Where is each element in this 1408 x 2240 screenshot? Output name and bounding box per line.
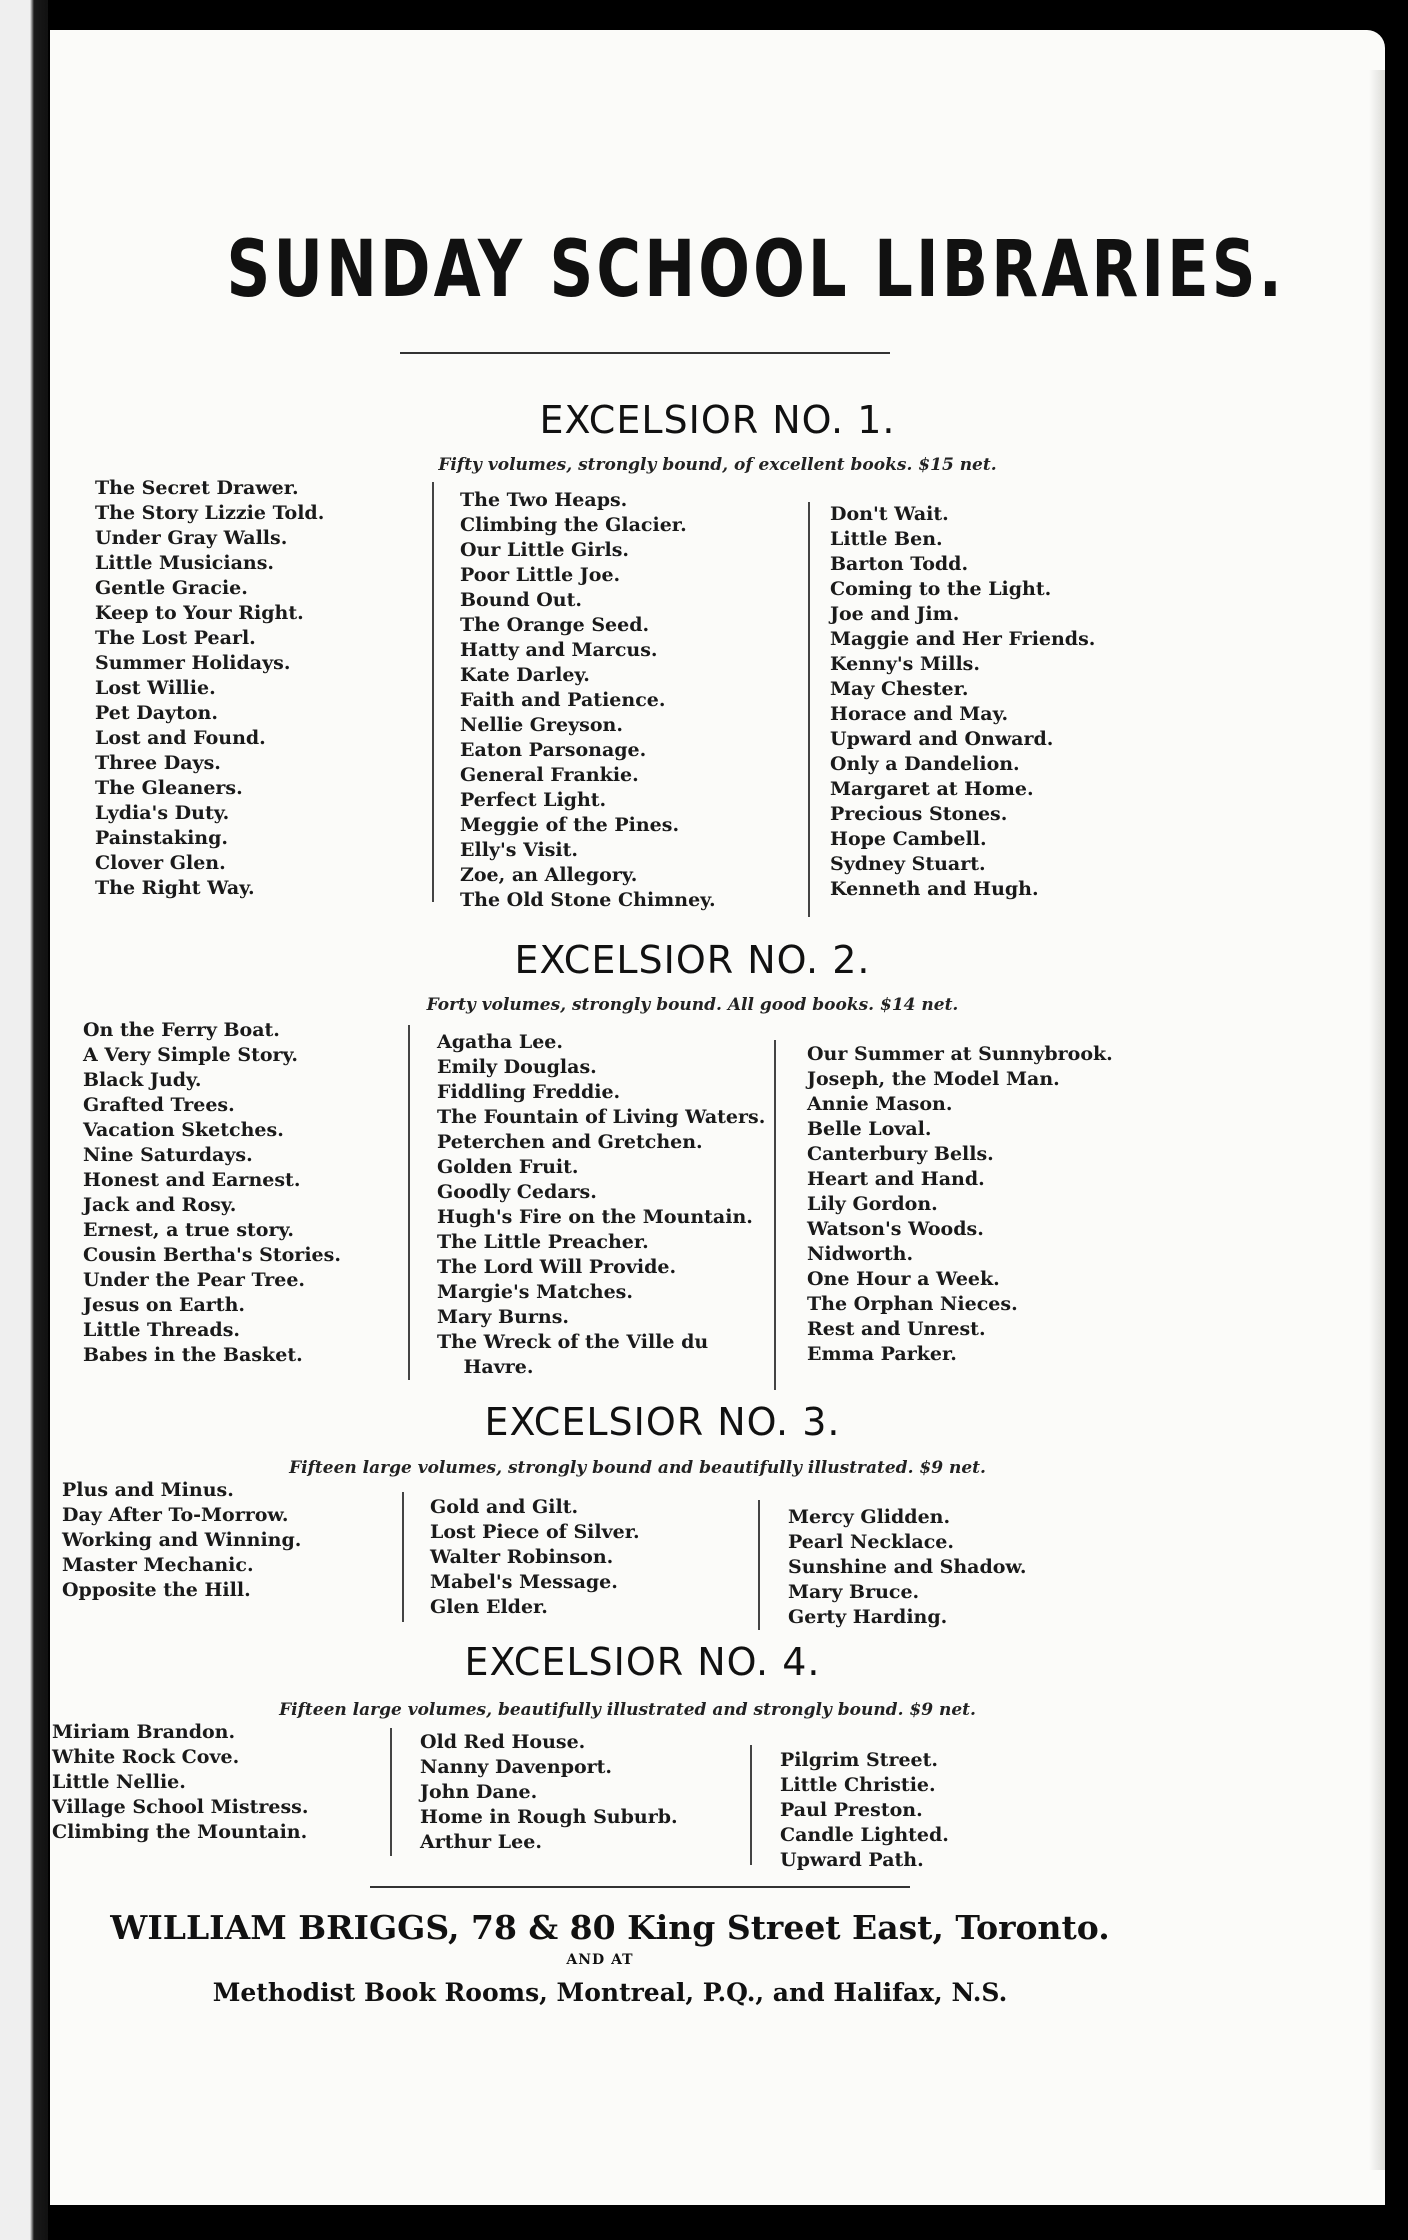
book-title: On the Ferry Boat. xyxy=(83,1019,280,1041)
book-title: One Hour a Week. xyxy=(807,1268,1000,1290)
book-column xyxy=(807,1042,1113,1367)
book-title: Heart and Hand. xyxy=(807,1168,985,1190)
book-column xyxy=(830,502,1095,902)
book-title: Babes in the Basket. xyxy=(83,1344,303,1366)
book-title: Emma Parker. xyxy=(807,1343,957,1365)
book-title: The Lord Will Provide. xyxy=(437,1256,677,1278)
book-title: Nanny Davenport. xyxy=(420,1756,613,1778)
book-title: Lost Piece of Silver. xyxy=(430,1521,640,1543)
book-title: Sydney Stuart. xyxy=(830,853,986,875)
book-title: Opposite the Hill. xyxy=(62,1579,251,1601)
book-title: Pearl Necklace. xyxy=(788,1531,955,1553)
book-title: Goodly Cedars. xyxy=(437,1181,597,1203)
book-title: Mabel's Message. xyxy=(430,1571,618,1593)
book-title: Under Gray Walls. xyxy=(95,527,288,549)
book-column xyxy=(430,1495,640,1620)
book-title: Lydia's Duty. xyxy=(95,802,230,824)
book-title: The Wreck of the Ville du xyxy=(437,1331,709,1353)
book-title: Hugh's Fire on the Mountain. xyxy=(437,1206,753,1228)
book-title: Plus and Minus. xyxy=(62,1479,234,1501)
book-title: Gentle Gracie. xyxy=(95,577,248,599)
book-title: Little Christie. xyxy=(780,1774,936,1796)
book-title: Gerty Harding. xyxy=(788,1606,948,1628)
book-title: Vacation Sketches. xyxy=(83,1119,284,1141)
book-title: Glen Elder. xyxy=(430,1596,548,1618)
book-title: Don't Wait. xyxy=(830,503,949,525)
book-title: The Lost Pearl. xyxy=(95,627,256,649)
book-title: Eaton Parsonage. xyxy=(460,739,647,761)
and-at-line: AND AT xyxy=(566,1952,634,1968)
book-title: Fiddling Freddie. xyxy=(437,1081,621,1103)
book-title: Summer Holidays. xyxy=(95,652,291,674)
book-title: Zoe, an Allegory. xyxy=(460,864,638,886)
book-title: Maggie and Her Friends. xyxy=(830,628,1096,650)
book-title: Lily Gordon. xyxy=(807,1193,938,1215)
book-title: Pilgrim Street. xyxy=(780,1749,939,1771)
book-title: Agatha Lee. xyxy=(437,1031,564,1053)
section-heading: EXCELSIOR NO. 1. xyxy=(539,398,896,442)
book-title: Pet Dayton. xyxy=(95,702,218,724)
book-title: Elly's Visit. xyxy=(460,839,579,861)
divider xyxy=(400,352,890,354)
book-title: Canterbury Bells. xyxy=(807,1143,994,1165)
book-column xyxy=(780,1748,949,1873)
book-title: Peterchen and Gretchen. xyxy=(437,1131,703,1153)
book-title: Paul Preston. xyxy=(780,1799,923,1821)
book-title: Faith and Patience. xyxy=(460,689,666,711)
book-title: Our Little Girls. xyxy=(460,539,630,561)
book-title: The Fountain of Living Waters. xyxy=(437,1106,766,1128)
section-heading: EXCELSIOR NO. 4. xyxy=(464,1640,821,1684)
book-title: Poor Little Joe. xyxy=(460,564,621,586)
book-title: Little Threads. xyxy=(83,1319,241,1341)
book-title: Joseph, the Model Man. xyxy=(807,1068,1060,1090)
column-divider xyxy=(390,1728,392,1856)
book-title: Home in Rough Suburb. xyxy=(420,1806,678,1828)
page xyxy=(50,30,1385,2205)
book-title: The Gleaners. xyxy=(95,777,243,799)
book-title: Hatty and Marcus. xyxy=(460,639,658,661)
book-title: Jack and Rosy. xyxy=(83,1194,237,1216)
book-title: Kenny's Mills. xyxy=(830,653,980,675)
book-title: Margie's Matches. xyxy=(437,1281,633,1303)
section-heading: EXCELSIOR NO. 3. xyxy=(484,1400,841,1444)
book-title: Old Red House. xyxy=(420,1731,586,1753)
book-title: Havre. xyxy=(437,1356,534,1378)
book-title: Climbing the Glacier. xyxy=(460,514,687,536)
book-title: Annie Mason. xyxy=(807,1093,953,1115)
book-title: Nine Saturdays. xyxy=(83,1144,253,1166)
column-divider xyxy=(432,482,434,902)
section-subtitle: Fifteen large volumes, strongly bound and beautifully illustrated. $9 net. xyxy=(289,1458,986,1478)
book-title: Upward and Onward. xyxy=(830,728,1054,750)
book-title: Grafted Trees. xyxy=(83,1094,235,1116)
book-title: The Two Heaps. xyxy=(460,489,628,511)
book-column xyxy=(437,1030,765,1380)
book-title: Perfect Light. xyxy=(460,789,607,811)
divider xyxy=(370,1886,910,1888)
publisher-line: WILLIAM BRIGGS, 78 & 80 King Street East, Toronto. xyxy=(110,1908,1110,1947)
book-title: Master Mechanic. xyxy=(62,1554,254,1576)
book-column xyxy=(460,488,716,913)
book-title: Lost Willie. xyxy=(95,677,216,699)
column-divider xyxy=(402,1492,404,1622)
book-title: Keep to Your Right. xyxy=(95,602,304,624)
book-title: Jesus on Earth. xyxy=(83,1294,246,1316)
book-title: A Very Simple Story. xyxy=(83,1044,299,1066)
book-column xyxy=(420,1730,678,1855)
book-title: Walter Robinson. xyxy=(430,1546,614,1568)
book-title: Working and Winning. xyxy=(62,1529,302,1551)
book-title: Golden Fruit. xyxy=(437,1156,579,1178)
book-title: The Old Stone Chimney. xyxy=(460,889,716,911)
book-title: Nellie Greyson. xyxy=(460,714,623,736)
book-title: Little Nellie. xyxy=(52,1771,186,1793)
book-title: Meggie of the Pines. xyxy=(460,814,680,836)
book-title: John Dane. xyxy=(420,1781,538,1803)
section-subtitle: Fifty volumes, strongly bound, of excellent books. $15 net. xyxy=(438,455,997,475)
book-title: Mary Bruce. xyxy=(788,1581,920,1603)
book-title: Climbing the Mountain. xyxy=(52,1821,308,1843)
column-divider xyxy=(808,502,810,917)
book-title: May Chester. xyxy=(830,678,969,700)
book-title: Day After To-Morrow. xyxy=(62,1504,289,1526)
book-title: Honest and Earnest. xyxy=(83,1169,301,1191)
book-title: Kate Darley. xyxy=(460,664,590,686)
book-title: Joe and Jim. xyxy=(830,603,960,625)
column-divider xyxy=(408,1025,410,1380)
book-title: Hope Cambell. xyxy=(830,828,987,850)
book-title: Village School Mistress. xyxy=(52,1796,309,1818)
book-title: Mary Burns. xyxy=(437,1306,570,1328)
book-title: The Little Preacher. xyxy=(437,1231,649,1253)
book-title: Barton Todd. xyxy=(830,553,969,575)
section-heading: EXCELSIOR NO. 2. xyxy=(514,938,871,982)
left-page-edge xyxy=(0,0,48,2240)
book-title: The Orphan Nieces. xyxy=(807,1293,1018,1315)
book-title: Nidworth. xyxy=(807,1243,914,1265)
book-title: Under the Pear Tree. xyxy=(83,1269,306,1291)
column-divider xyxy=(774,1040,776,1390)
book-title: Candle Lighted. xyxy=(780,1824,949,1846)
book-title: Kenneth and Hugh. xyxy=(830,878,1039,900)
section-subtitle: Fifteen large volumes, beautifully illustrated and strongly bound. $9 net. xyxy=(279,1700,976,1720)
book-title: Arthur Lee. xyxy=(420,1831,542,1853)
book-title: Precious Stones. xyxy=(830,803,1008,825)
book-title: Gold and Gilt. xyxy=(430,1496,579,1518)
book-column xyxy=(83,1018,341,1368)
book-title: Upward Path. xyxy=(780,1849,924,1871)
column-divider xyxy=(750,1745,752,1865)
book-title: Sunshine and Shadow. xyxy=(788,1556,1027,1578)
book-title: Ernest, a true story. xyxy=(83,1219,294,1241)
book-title: Clover Glen. xyxy=(95,852,226,874)
book-column xyxy=(788,1505,1026,1630)
book-title: Little Ben. xyxy=(830,528,943,550)
book-title: Emily Douglas. xyxy=(437,1056,597,1078)
book-title: Margaret at Home. xyxy=(830,778,1034,800)
book-title: Painstaking. xyxy=(95,827,228,849)
section-subtitle: Forty volumes, strongly bound. All good books. $14 net. xyxy=(426,995,959,1015)
book-title: Watson's Woods. xyxy=(807,1218,984,1240)
book-title: Lost and Found. xyxy=(95,727,266,749)
book-title: Only a Dandelion. xyxy=(830,753,1020,775)
book-title: Rest and Unrest. xyxy=(807,1318,986,1340)
column-divider xyxy=(758,1500,760,1630)
book-title: The Right Way. xyxy=(95,877,255,899)
book-title: The Secret Drawer. xyxy=(95,477,299,499)
book-column xyxy=(52,1720,308,1845)
book-title: Our Summer at Sunnybrook. xyxy=(807,1043,1113,1065)
book-title: Cousin Bertha's Stories. xyxy=(83,1244,341,1266)
branches-line: Methodist Book Rooms, Montreal, P.Q., and Halifax, N.S. xyxy=(212,1978,1008,2007)
book-column xyxy=(95,476,324,901)
book-title: The Orange Seed. xyxy=(460,614,650,636)
book-title: Little Musicians. xyxy=(95,552,275,574)
book-title: Bound Out. xyxy=(460,589,583,611)
book-title: White Rock Cove. xyxy=(52,1746,240,1768)
book-title: Mercy Glidden. xyxy=(788,1506,951,1528)
book-title: Belle Loval. xyxy=(807,1118,932,1140)
book-title: The Story Lizzie Told. xyxy=(95,502,325,524)
book-title: Horace and May. xyxy=(830,703,1009,725)
page-title: SUNDAY SCHOOL LIBRARIES. xyxy=(226,225,1285,315)
book-title: Three Days. xyxy=(95,752,221,774)
book-column xyxy=(62,1478,301,1603)
book-title: Coming to the Light. xyxy=(830,578,1052,600)
book-title: Miriam Brandon. xyxy=(52,1721,236,1743)
book-title: Black Judy. xyxy=(83,1069,202,1091)
book-title: General Frankie. xyxy=(460,764,639,786)
